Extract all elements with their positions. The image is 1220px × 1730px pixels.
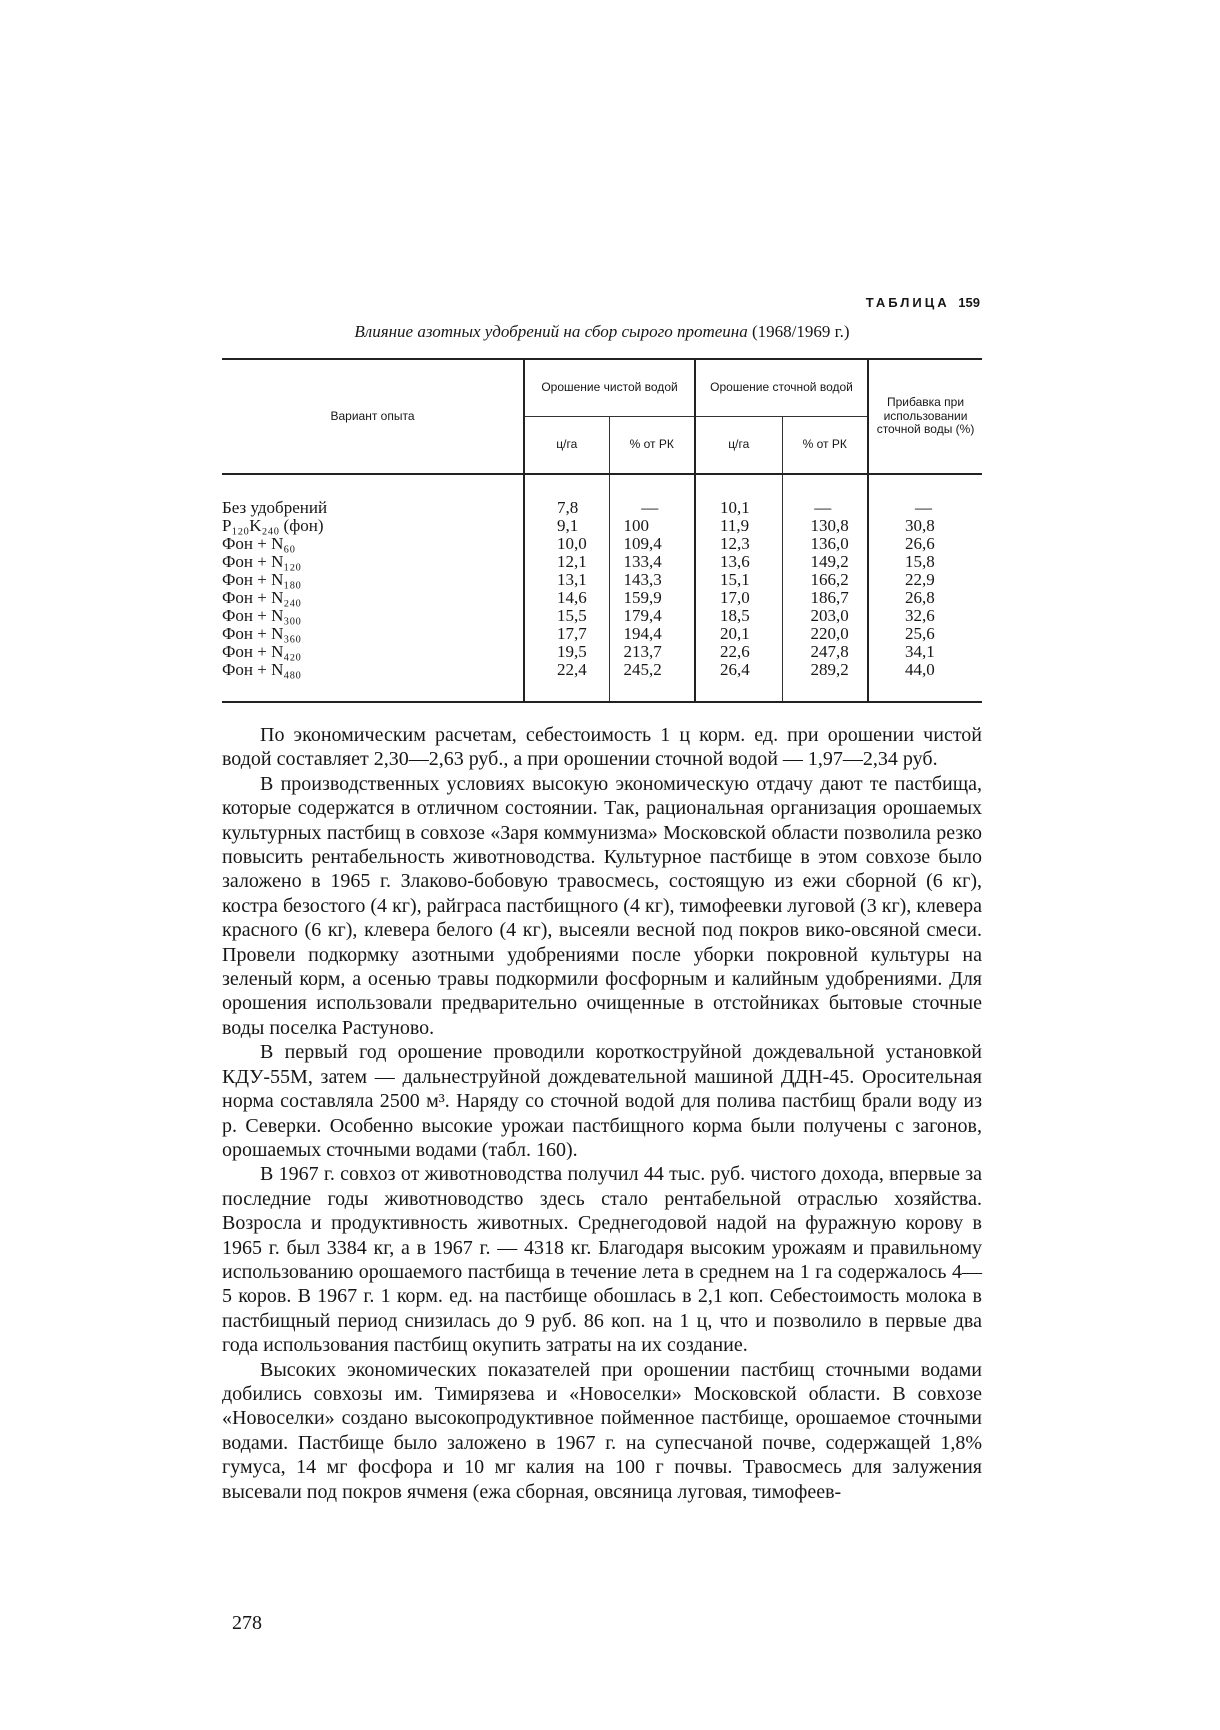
table-label [866, 295, 980, 310]
table-row [222, 517, 982, 535]
cell-waste-cga: 15,1 [695, 571, 782, 589]
header-clean-percent: % от РК [609, 417, 695, 475]
cell-clean-pct: 194,4 [609, 625, 695, 643]
header-waste-water: Орошение сточной водой [695, 359, 868, 417]
cell-clean-cga: 13,1 [524, 571, 609, 589]
header-clean-water: Орошение чистой водой [524, 359, 695, 417]
cell-waste-pct: 130,8 [782, 517, 868, 535]
table-label-word: ТАБЛИЦА [865, 295, 950, 310]
table-row [222, 535, 982, 553]
cell-variant: Фон + N₂₄₀ [222, 588, 302, 607]
cell-waste-pct: — [782, 499, 868, 517]
cell-increase: — [868, 499, 982, 517]
cell-clean-pct: 133,4 [609, 553, 695, 571]
cell-increase: 44,0 [868, 661, 982, 679]
cell-waste-pct: 247,8 [782, 643, 868, 661]
cell-variant: Фон + N₃₆₀ [222, 624, 302, 643]
cell-increase: 22,9 [868, 571, 982, 589]
cell-clean-pct: 159,9 [609, 589, 695, 607]
cell-variant: Фон + N₄₂₀ [222, 642, 302, 661]
table-row [222, 553, 982, 571]
cell-increase: 25,6 [868, 625, 982, 643]
header-waste-unit: ц/га [695, 417, 782, 475]
table-row [222, 607, 982, 625]
cell-waste-cga: 18,5 [695, 607, 782, 625]
cell-clean-cga: 12,1 [524, 553, 609, 571]
cell-clean-pct: 100 [609, 517, 695, 535]
cell-variant: Фон + N₁₂₀ [222, 552, 302, 571]
cell-increase: 26,6 [868, 535, 982, 553]
cell-variant: Фон + N₆₀ [222, 534, 296, 553]
cell-clean-cga: 15,5 [524, 607, 609, 625]
cell-waste-cga: 22,6 [695, 643, 782, 661]
body-text [222, 723, 982, 1504]
cell-waste-cga: 11,9 [695, 517, 782, 535]
cell-variant: Без удобрений [222, 498, 328, 517]
cell-clean-pct: 245,2 [609, 661, 695, 679]
cell-waste-pct: 220,0 [782, 625, 868, 643]
cell-clean-cga: 22,4 [524, 661, 609, 679]
cell-waste-pct: 136,0 [782, 535, 868, 553]
cell-waste-cga: 12,3 [695, 535, 782, 553]
paragraph: По экономическим расчетам, себестоимость 1 ц корм. ед. при орошении чистой водой составляет 2,30—2,63 руб., а при орошении сточной водой — 1,97—2,34 руб. [222, 724, 982, 771]
table-caption-title: Влияние азотных удобрений на сбор сырого протеина [354, 322, 748, 341]
cell-waste-cga: 13,6 [695, 553, 782, 571]
cell-clean-cga: 19,5 [524, 643, 609, 661]
cell-clean-pct: 109,4 [609, 535, 695, 553]
cell-waste-cga: 20,1 [695, 625, 782, 643]
cell-clean-cga: 10,0 [524, 535, 609, 553]
page-number: 278 [232, 1612, 262, 1634]
cell-waste-cga: 17,0 [695, 589, 782, 607]
cell-variant: Фон + N₄₈₀ [222, 660, 302, 679]
cell-clean-cga: 9,1 [524, 517, 609, 535]
table-row [222, 499, 982, 517]
table-row [222, 589, 982, 607]
cell-waste-cga: 26,4 [695, 661, 782, 679]
paragraph: В 1967 г. совхоз от животноводства получил 44 тыс. руб. чистого дохода, впервые за последние годы животноводство здесь стало рентабельной отраслью хозяйства. Возросла и продуктивность животных. Среднегодовой надой на фуражную корову в 1965 г. был 3384 кг, а в 1967 г. — 4318 кг. Благодаря высоким урожаям и правильному использованию орошаемого пастбища в течение лета в среднем на 1 га содержалось 4—5 коров. В 1967 г. 1 корм. ед. на пастбище обошлась в 2,1 коп. Себестоимость молока в пастбищный период снизилась до 9 руб. 86 коп. на 1 ц, что и позволило в первые два года использования пастбищ окупить затраты на их создание. [222, 1163, 982, 1357]
cell-clean-pct: 143,3 [609, 571, 695, 589]
cell-waste-pct: 289,2 [782, 661, 868, 679]
cell-variant: Фон + N₁₈₀ [222, 570, 302, 589]
cell-waste-pct: 149,2 [782, 553, 868, 571]
header-clean-unit: ц/га [524, 417, 609, 475]
cell-clean-pct: 179,4 [609, 607, 695, 625]
table-row [222, 571, 982, 589]
table-row [222, 625, 982, 643]
paragraph: Высоких экономических показателей при орошении пастбищ сточными водами добились совхозы им. Тимирязева и «Новоселки» Московской области. В совхозе «Новоселки» создано высокопродуктивное пойменное пастбище, орошаемое сточными водами. Пастбище было заложено в 1967 г. на супесчаной почве, содержащей 1,8% гумуса, 14 мг фосфора и 10 мг калия на 100 г почвы. Травосмесь для залужения высевали под покров ячменя (ежа сборная, овсяница луговая, тимофеев- [222, 1358, 982, 1503]
table-caption-years: (1968/1969 г.) [751, 322, 850, 341]
cell-clean-cga: 17,7 [524, 625, 609, 643]
cell-clean-pct: 213,7 [609, 643, 695, 661]
cell-clean-cga: 14,6 [524, 589, 609, 607]
cell-variant: Фон + N₃₀₀ [222, 606, 302, 625]
cell-increase: 26,8 [868, 589, 982, 607]
table-number: 159 [958, 295, 980, 310]
cell-variant: P₁₂₀K₂₄₀ (фон) [222, 516, 324, 535]
cell-waste-pct: 166,2 [782, 571, 868, 589]
cell-waste-cga: 10,1 [695, 499, 782, 517]
cell-increase: 15,8 [868, 553, 982, 571]
cell-clean-pct: — [609, 499, 695, 517]
header-variant: Вариант опыта [222, 359, 524, 474]
cell-increase: 32,6 [868, 607, 982, 625]
cell-waste-pct: 186,7 [782, 589, 868, 607]
paragraph: В первый год орошение проводили короткоструйной дождевальной установкой КДУ-55М, затем — дальнеструйной дождевательной машиной ДДН-45. Оросительная норма составляла 2500 м³. Наряду со сточной водой для полива пастбищ брали воду из р. Северки. Особенно высокие урожаи пастбищного корма были получены с загонов, орошаемых сточными водами (табл. 160). [222, 1041, 982, 1161]
cell-waste-pct: 203,0 [782, 607, 868, 625]
header-increase: Прибавка при использовании сточной воды (%) [868, 359, 982, 474]
table-row [222, 643, 982, 661]
table-row [222, 661, 982, 679]
cell-clean-cga: 7,8 [524, 499, 609, 517]
table-caption [222, 322, 982, 342]
header-waste-percent: % от РК [782, 417, 868, 475]
cell-increase: 30,8 [868, 517, 982, 535]
protein-yield-table [222, 358, 982, 703]
paragraph: В производственных условиях высокую экономическую отдачу дают те пастбища, которые содержатся в отличном состоянии. Так, рациональная организация орошаемых культурных пастбищ в совхозе «Заря коммунизма» Московской области позволила резко повысить рентабельность животноводства. Культурное пастбище в этом совхозе было заложено в 1965 г. Злаково-бобовую травосмесь, состоящую из ежи сборной (6 кг), костра безостого (4 кг), райграса пастбищного (4 кг), тимофеевки луговой (3 кг), клевера красного (6 кг), клевера белого (4 кг), высеяли весной под покров вико-овсяной смеси. Провели подкормку азотными удобрениями после уборки покровной культуры на зеленый корм, а осенью травы подкормили фосфорным и калийным удобрениями. Для орошения использовали предварительно очищенные в отстойниках бытовые сточные воды поселка Растуново. [222, 772, 982, 1039]
cell-increase: 34,1 [868, 643, 982, 661]
